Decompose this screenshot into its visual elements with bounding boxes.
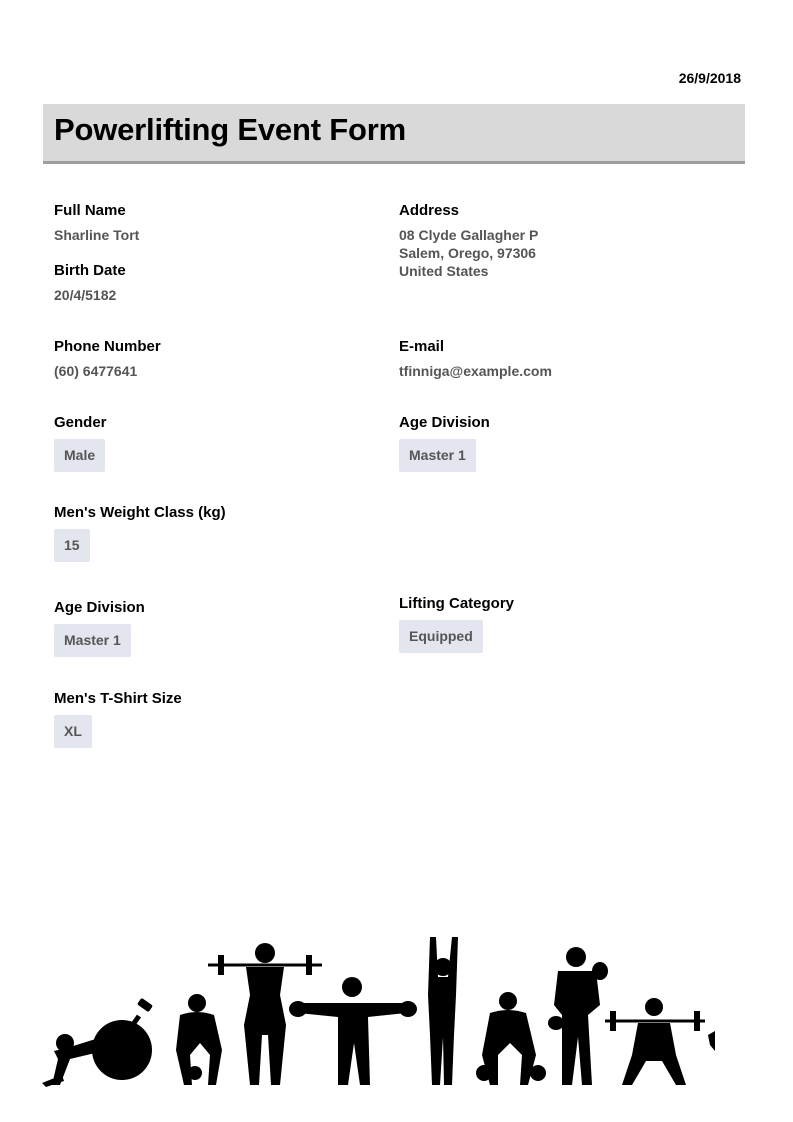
tshirt-size-label: Men's T-Shirt Size [54,690,182,707]
phone-label: Phone Number [54,338,161,355]
tshirt-size-chip: XL [54,715,92,748]
lifter-squat-kettlebells-icon [476,992,546,1085]
address-label: Address [399,202,460,219]
age-division-label-2: Age Division [54,599,145,616]
lifter-ball-icon [42,998,153,1087]
age-division-field-1 [399,414,490,472]
weight-class-label: Men's Weight Class (kg) [54,504,226,521]
age-division-chip-2: Master 1 [54,624,131,657]
phone-value: (60) 6477641 [54,363,138,379]
birth-date-field [54,262,126,304]
lifter-back-squat-icon [605,998,705,1085]
lifter-arms-up-icon [428,937,458,1085]
page-title: Powerlifting Event Form [54,112,406,147]
lifter-kettlebell-icon [176,994,222,1085]
address-line-2: Salem, Orego, 97306 [399,245,536,261]
gender-field [54,414,107,472]
tshirt-size-field [54,690,182,748]
email-label: E-mail [399,338,445,355]
title-bar [43,104,745,164]
birth-date-value: 20/4/5182 [54,287,117,303]
full-name-field [54,202,139,244]
lifting-category-label: Lifting Category [399,595,514,612]
lifter-curl-icon [548,947,608,1085]
email-field [399,338,552,380]
age-division-field-2 [54,599,145,657]
weight-class-field [54,504,226,562]
age-division-chip-1: Master 1 [399,439,476,472]
email-value: tfinniga@example.com [399,363,552,379]
phone-field [54,338,161,380]
birth-date-label: Birth Date [54,262,126,279]
address-value [399,226,538,280]
lifting-category-chip: Equipped [399,620,483,653]
gender-chip: Male [54,439,105,472]
age-division-label-1: Age Division [399,414,490,431]
address-line-3: United States [399,263,489,279]
lifting-category-field [399,595,514,653]
full-name-value: Sharline Tort [54,227,140,243]
gender-label: Gender [54,414,107,431]
weightlifter-silhouettes-illustration [40,925,715,1090]
address-line-1: 08 Clyde Gallagher P [399,227,539,243]
full-name-label: Full Name [54,202,126,219]
address-field [399,202,538,280]
lifter-lateral-raise-icon [289,977,417,1085]
weight-class-chip: 15 [54,529,90,562]
form-date: 26/9/2018 [678,70,741,86]
